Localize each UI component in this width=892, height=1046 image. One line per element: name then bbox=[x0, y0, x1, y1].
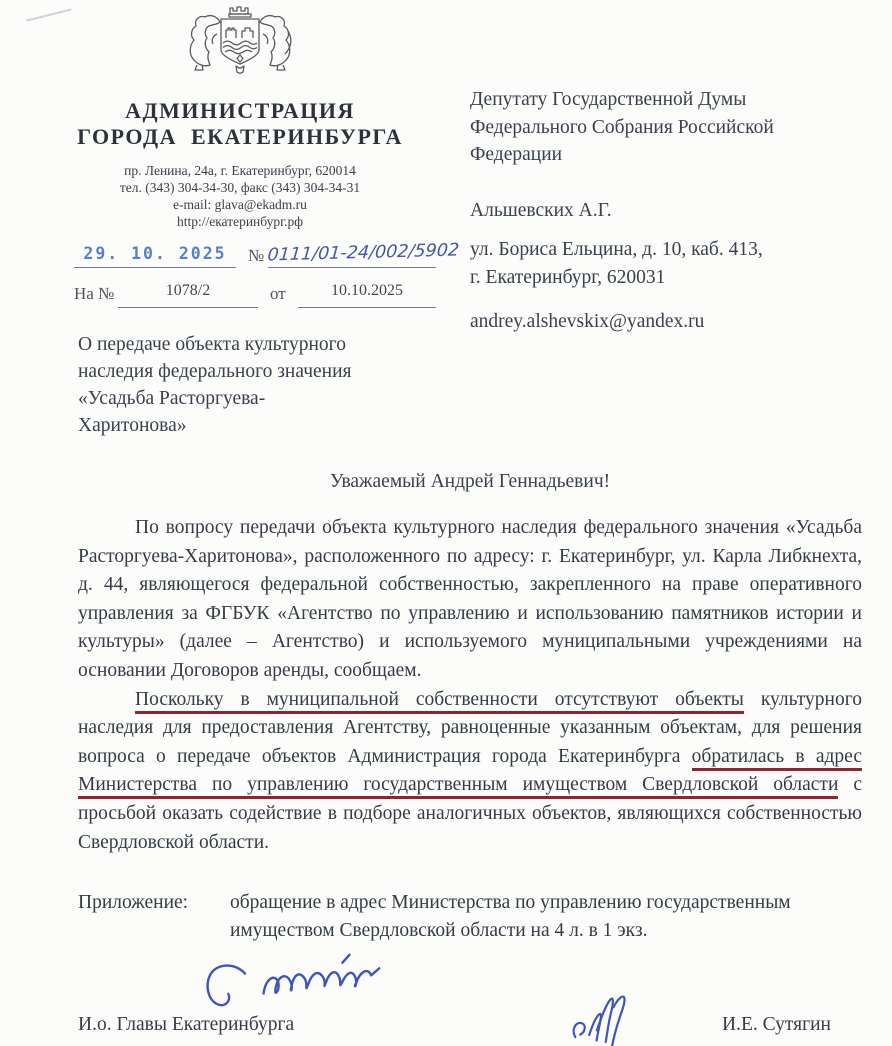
subject-line: Харитонова» bbox=[78, 415, 187, 436]
recipient-title-line: Федерального Собрания Российской bbox=[470, 116, 774, 138]
reference-block bbox=[74, 238, 460, 310]
signature-stroke bbox=[566, 988, 670, 1046]
subject-line: «Усадьба Расторгуева- bbox=[78, 388, 266, 409]
body-paragraph-1: По вопросу передачи объекта культурного наследия федерального значения «Усадьба Расторгуева-Харитонова», расположенного по адресу: г. Екатеринбург, ул. Карла Либкнехта, д. 44, являющегося федеральной собственностью, закрепленного на праве оперативного управления за ФГБУК «Агентство по управлению и использованию памятников истории и культуры» (далее – Агентство) и используемого муниципальными учреждениями на основании Договоров аренды, сообщаем. bbox=[78, 517, 862, 681]
outgoing-date-field bbox=[74, 238, 236, 268]
org-contacts bbox=[58, 162, 422, 230]
outgoing-number-handwritten: 0111/01-24/002/5902 bbox=[266, 240, 460, 266]
subject-line: О передаче объекта культурного bbox=[78, 334, 346, 355]
handwritten-closing bbox=[182, 946, 434, 1010]
reply-date-value: 10.10.2025 bbox=[331, 282, 403, 299]
from-label: от bbox=[270, 284, 286, 303]
org-email: e-mail: glava@ekadm.ru bbox=[173, 197, 307, 212]
recipient-title-line: Федерации bbox=[470, 144, 563, 165]
recipient-email: andrey.alshevskix@yandex.ru bbox=[470, 311, 705, 332]
signer-position: И.о. Главы Екатеринбурга bbox=[78, 1014, 295, 1035]
reply-number-field bbox=[118, 278, 258, 308]
text-segment: с просьбой оказать содействие в подборе аналогичных объектов, являющихся собственностью Свердловской области. bbox=[78, 774, 862, 853]
recipient-block bbox=[470, 86, 870, 336]
subject-block bbox=[78, 331, 408, 439]
body-paragraph-2 bbox=[78, 686, 862, 858]
outgoing-number-field bbox=[266, 238, 460, 268]
org-name-line1: АДМИНИСТРАЦИЯ bbox=[125, 98, 355, 123]
attachment-label: Приложение: bbox=[78, 892, 189, 913]
org-website: http://екатеринбург.рф bbox=[176, 214, 304, 229]
underlined-phrase: Поскольку в муниципальной собственности отсутствуют объекты bbox=[135, 689, 744, 714]
recipient-title-line: Депутату Государственной Думы bbox=[470, 89, 747, 110]
recipient-name: Альшевских А.Г. bbox=[470, 199, 612, 221]
reference-row-incoming bbox=[74, 274, 438, 310]
letterhead bbox=[58, 0, 422, 230]
underlined-phrase: обратилась в адрес Министерства по управлению государственным имуществом Свердловской области bbox=[78, 746, 862, 800]
recipient-address-line: ул. Бориса Ельцина, д. 10, каб. 413, bbox=[470, 239, 763, 260]
outgoing-date-stamp: 29. 10. 2025 bbox=[83, 244, 227, 263]
reply-date-field bbox=[298, 278, 436, 308]
signer-name: И.Е. Сутягин bbox=[722, 1014, 831, 1035]
reply-number-value: 1078/2 bbox=[165, 282, 211, 299]
attachment-block bbox=[78, 889, 862, 944]
recipient-address bbox=[470, 236, 870, 291]
reply-to-label: На № bbox=[74, 284, 115, 303]
recipient-address-line: г. Екатеринбург, 620031 bbox=[470, 266, 666, 288]
coat-of-arms-icon bbox=[184, 2, 296, 76]
salutation: Уважаемый Андрей Геннадьевич! bbox=[329, 471, 611, 492]
subject-line: наследия федерального значения bbox=[78, 361, 352, 382]
text-segment: культурного наследия для предоставления Агентству, равноценные указанным объектам, для решения вопроса о передаче объектов Администрация города Екатеринбурга bbox=[78, 688, 862, 767]
letter-body bbox=[78, 514, 862, 857]
org-address: пр. Ленина, 24а, г. Екатеринбург, 620014 bbox=[124, 163, 356, 178]
org-name-line2: ГОРОДА ЕКАТЕРИНБУРГА bbox=[77, 124, 403, 149]
number-label: № bbox=[248, 246, 265, 265]
reference-row-outgoing bbox=[74, 238, 460, 274]
attachment-text: обращение в адрес Министерства по управлению государственным имуществом Свердловской области на 4 л. в 1 экз. bbox=[230, 892, 791, 941]
org-phone-fax: тел. (343) 304-34-30, факс (343) 304-34-31 bbox=[119, 180, 361, 195]
